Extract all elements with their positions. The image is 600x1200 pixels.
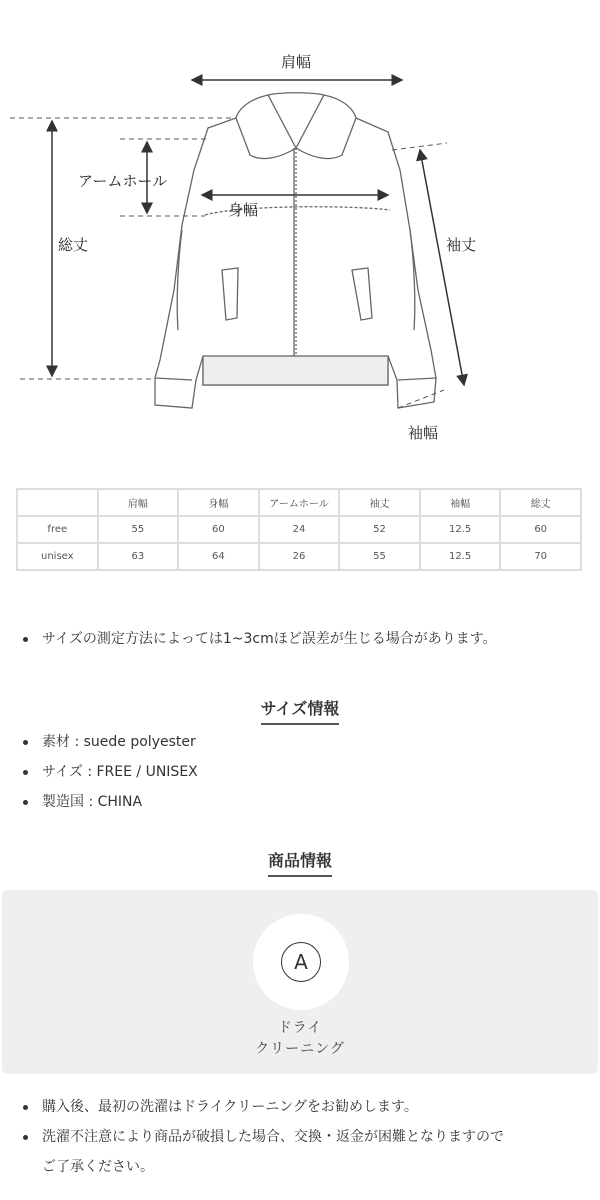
sleeve-length-label: 袖丈 (446, 236, 477, 254)
table-header-row (17, 489, 581, 516)
table-cell: 60 (500, 516, 581, 543)
size-info-title (0, 696, 600, 725)
size-table (16, 488, 582, 571)
table-cell: free (17, 516, 98, 543)
table-cell: 64 (178, 543, 259, 570)
armhole-label: アームホール (78, 172, 168, 190)
table-cell: 52 (339, 516, 420, 543)
table-header-cell: 袖幅 (420, 489, 501, 516)
table-cell: 55 (339, 543, 420, 570)
list-item: 洗濯不注意により商品が破損した場合、交換・返金が困難となりますので (20, 1122, 504, 1152)
care-label-line: ドライ (277, 1020, 323, 1036)
table-header-cell: 身幅 (178, 489, 259, 516)
list-item: 製造国 : CHINA (20, 787, 198, 817)
chest-label: 身幅 (228, 201, 259, 219)
table-cell: 55 (98, 516, 179, 543)
care-label-line: クリーニング (255, 1041, 345, 1057)
jacket-illustration (155, 93, 436, 408)
list-item: 素材 : suede polyester (20, 727, 198, 757)
shoulder-label: 肩幅 (280, 53, 312, 71)
table-cell: 70 (500, 543, 581, 570)
table-cell: 26 (259, 543, 340, 570)
care-instructions-box (2, 890, 598, 1074)
table-row (17, 516, 581, 543)
list-item: サイズ : FREE / UNISEX (20, 757, 198, 787)
care-notes-list (20, 1092, 504, 1152)
table-header-cell: 総丈 (500, 489, 581, 516)
table-header-cell (17, 489, 98, 516)
product-info-title-text: 商品情報 (268, 848, 332, 877)
table-cell: 12.5 (420, 543, 501, 570)
table-cell: unisex (17, 543, 98, 570)
jacket-size-diagram (0, 0, 600, 460)
care-symbol-circle (253, 914, 349, 1010)
list-item: サイズの測定方法によっては1~3cmほど誤差が生じる場合があります。 (20, 624, 497, 654)
sleeve-length-arrow (420, 150, 464, 385)
dry-clean-icon: A (281, 942, 321, 982)
table-cell: 12.5 (420, 516, 501, 543)
size-info-list (20, 727, 198, 817)
product-info-title (0, 848, 600, 877)
size-info-title-text: サイズ情報 (261, 696, 340, 725)
care-label (2, 1018, 598, 1060)
list-item: 購入後、最初の洗濯はドライクリーニングをお勧めします。 (20, 1092, 504, 1122)
length-label: 総丈 (58, 236, 89, 254)
table-header-cell: アームホール (259, 489, 340, 516)
table-header-cell: 肩幅 (98, 489, 179, 516)
sleeve-width-label: 袖幅 (408, 424, 439, 442)
measurement-note-list (20, 624, 497, 654)
table-cell: 24 (259, 516, 340, 543)
table-cell: 63 (98, 543, 179, 570)
table-cell: 60 (178, 516, 259, 543)
table-row (17, 543, 581, 570)
table-header-cell: 袖丈 (339, 489, 420, 516)
care-note-continuation: ご了承ください。 (42, 1159, 154, 1175)
